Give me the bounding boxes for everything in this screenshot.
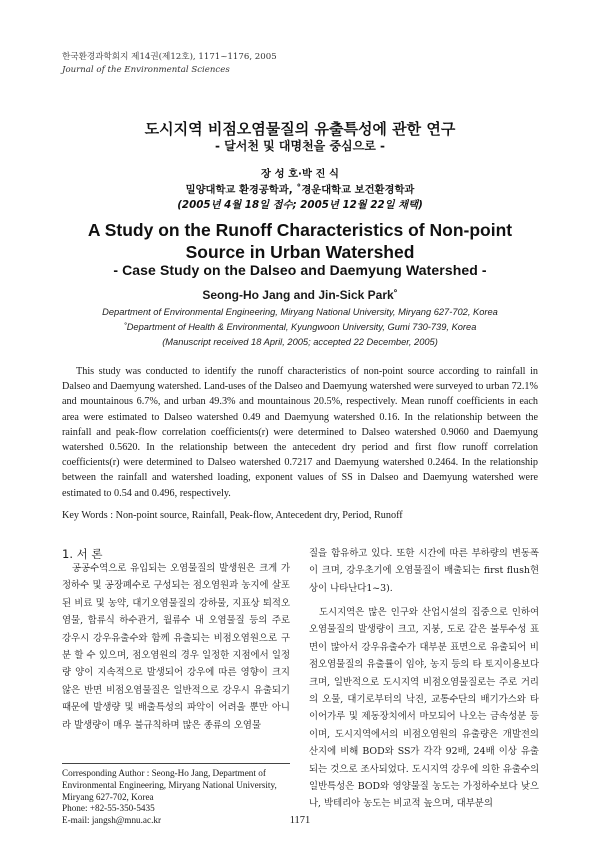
page-number: 1171 <box>289 815 311 826</box>
phone: Phone: +82-55-350-5435 <box>62 803 155 814</box>
email: E-mail: jangsh@mnu.ac.kr <box>62 815 162 826</box>
footnote-divider <box>62 763 290 764</box>
korean-affiliations: 밀양대학교 환경공학과, ˚경운대학교 보건환경학과 <box>185 184 415 196</box>
korean-subtitle: - 달서천 및 대명천을 중심으로 - <box>215 139 385 153</box>
corresponding-author: Corresponding Author : Seong-Ho Jang, Department of Environmental Engineering, Miryang National University, Miryang 627-702, Korea <box>62 768 277 802</box>
affiliation-1: Department of Environmental Engineering, Miryang National University, Miryang 627-702, Korea <box>102 307 498 317</box>
manuscript-dates: (Manuscript received 18 April, 2005; accepted 22 December, 2005) <box>162 337 438 347</box>
korean-authors: 장 성 호·박 진 식 <box>261 168 339 180</box>
abstract: This study was conducted to identify the runoff characteristics of non-point source according to rainfall in Dalseo and Daemyung watershed. Land-uses of the Dalseo and Daemyung watershed were surveyed to urban 72.1% and mountainous 6.7%, and urban 49.3% and mountainous 20.5%, respectively. Mean runoff coefficients in each area were estimated to Dalseo watershed 0.49 and Daemyung watershed 0.16. In the relationship between the rainfall and peak-flow correlation coefficients(r) were determined to Dalseo watershed 0.9060 and Daemyung watershed 0.5620. In the relationship between the antecedent dry period and first flow runoff correlation coefficients(r) were determined to Dalseo watershed 0.7217 and Daemyung watershed 0.2464. In the relationship between the rainfall and watershed loading, exponent values of SS in Dalseo and Daemyung watershed were estimated to 0.54 and 0.496, respectively. <box>62 366 538 499</box>
intro-paragraph-right-1: 질을 함유하고 있다. 또한 시간에 따른 부하량의 변동폭이 크며, 강우초기에 오염물질이 배출되는 first flush현상이 나타난다1~3). <box>309 548 539 594</box>
korean-title: 도시지역 비점오염물질의 유출특성에 관한 연구 <box>144 120 456 138</box>
keywords: Key Words : Non-point source, Rainfall, Peak-flow, Antecedent dry, Period, Runoff <box>62 510 403 521</box>
korean-dates: (2005년 4월 18일 접수; 2005년 12월 22일 채택) <box>177 199 423 211</box>
english-authors: Seong-Ho Jang and Jin-Sick Park˚ <box>202 288 398 302</box>
intro-paragraph-left: 공공수역으로 유입되는 오염물질의 발생원은 크게 가정하수 및 공장폐수로 구성되는 점오염원과 농지에 살포된 비료 및 농약, 대기오염물질의 강하물, 지표상 퇴적오염물, 합류식 하수관거, 월류수 내 오염물질 등의 주로 강우시 강우유출수와 함께 유출되는 비점오염원으로 구분 할 수 있으며, 점오염원의 경우 일정한 지점에서 일정량 양이 지속적으로 발생되어 강우에 따른 영향이 크지 않은 반면 비점오염물질은 일반적으로 강우시 유출되기 때문에 발생량 및 배출특성의 파악이 어려울 뿐만 아니라 발생량이 매우 불규칙하며 많은 종류의 오염물 <box>62 563 290 731</box>
english-title-line1: A Study on the Runoff Characteristics of Non-point <box>87 220 513 240</box>
intro-paragraph-right-2: 도시지역은 많은 인구와 산업시설의 집중으로 인하여 오염물질의 발생량이 크고, 지붕, 도로 같은 불투수성 표면이 많아서 강우유출수가 대부분 표면으로 유출되어 비점오염물질의 유출률이 임야, 농지 등의 타 토지이용보다 크며, 일반적으로 도시지역 비점오염물질로는 주로 거리의 오물, 대기로부터의 낙진, 교통수단의 배기가스와 타이어가루 및 제동장치에서 마모되어 나오는 금속성분 등이며, 도시지역에서의 비점오염원의 유출량은 개발전의 산지에 비해 BOD와 SS가 각각 92배, 24배 이상 유출되는 것으로 조사되었다. 도시지역 강우에 의한 유출수의 일반특성은 BOD와 영양물질 농도는 가정하수보다 낮으나, 박테리아 농도는 비교적 높으며, 대부분의 <box>309 607 539 810</box>
journal-name: Journal of the Environmental Sciences <box>62 65 230 75</box>
citation-line: 한국환경과학회지 제14권(제12호), 1171~1176, 2005 <box>62 52 277 62</box>
section-heading: 1. 서 론 <box>62 547 103 561</box>
affiliation-2: ˚Department of Health & Environmental, Kyungwoon University, Gumi 730-739, Korea <box>123 322 477 332</box>
english-subtitle: - Case Study on the Dalseo and Daemyung Watershed - <box>113 262 487 278</box>
running-header <box>62 51 277 77</box>
english-title-line2: Source in Urban Watershed <box>185 242 415 262</box>
